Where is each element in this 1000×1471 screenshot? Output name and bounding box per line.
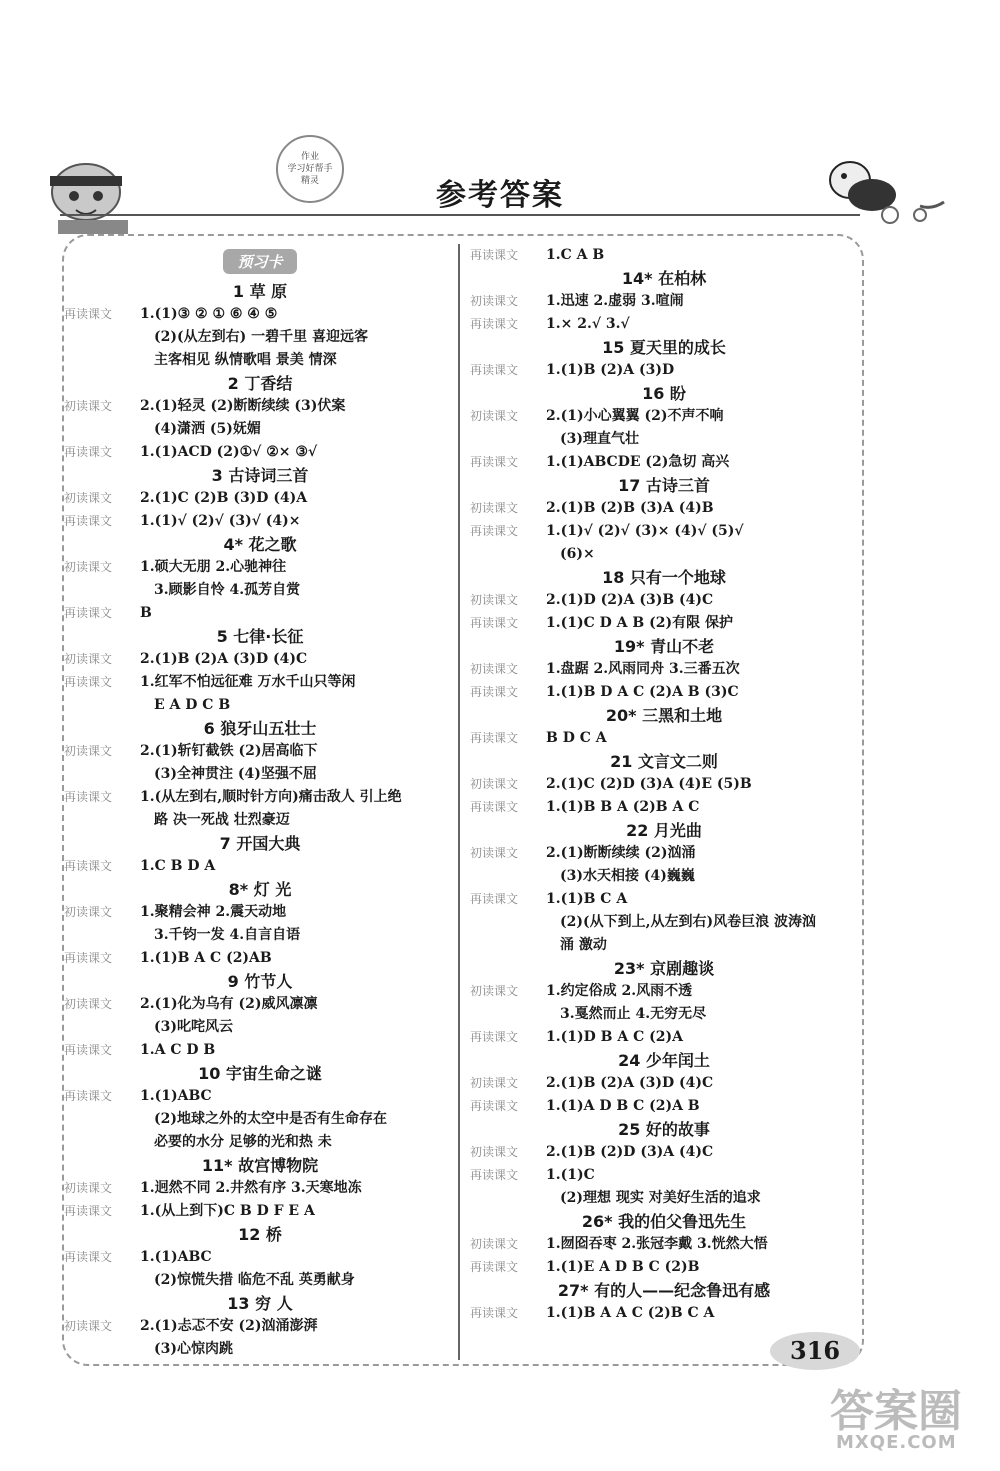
answer-row	[470, 658, 858, 681]
answer-row	[470, 497, 858, 520]
reading-tag: 再读课文	[470, 455, 519, 469]
answer-text: 1.红军不怕远征难 万水千山只等闲	[140, 674, 356, 690]
lesson-title: 6 狼牙山五壮士	[203, 719, 317, 738]
watermark-url: MXQE.COM	[836, 1432, 957, 1453]
answer-text: (3)理直气壮	[560, 431, 639, 447]
reading-tag: 再读课文	[64, 790, 113, 804]
answer-row	[64, 1246, 456, 1269]
right-column	[470, 244, 858, 1325]
reading-tag: 初读课文	[470, 984, 519, 998]
lesson-title: 27* 有的人——纪念鲁迅有感	[557, 1281, 771, 1300]
lesson-title: 24 少年闰土	[618, 1051, 710, 1070]
answer-text: 1.(1)B (2)A (3)D	[546, 362, 675, 378]
answer-text: 1.聚精会神 2.震天动地	[140, 904, 287, 920]
answer-text: 1.(1)C	[546, 1167, 595, 1183]
reading-tag: 初读课文	[470, 294, 519, 308]
reading-tag: 再读课文	[470, 616, 519, 630]
answer-text: 2.(1)D (2)A (3)B (4)C	[546, 592, 714, 608]
answer-text: 1.(1)ABCDE (2)急切 高兴	[546, 454, 730, 470]
answer-text: 2.(1)B (2)A (3)D (4)C	[546, 1075, 714, 1091]
answer-row	[470, 796, 858, 819]
answer-text: B D C A	[546, 730, 607, 746]
reading-tag: 再读课文	[470, 1260, 519, 1274]
reading-tag: 再读课文	[64, 1043, 113, 1057]
answer-row	[470, 727, 858, 750]
reading-tag: 再读课文	[64, 1089, 113, 1103]
reading-tag: 再读课文	[64, 859, 113, 873]
answer-text: 1.(1)③ ② ① ⑥ ④ ⑤	[140, 306, 278, 322]
answer-text: 1.(1)E A D B C (2)B	[546, 1259, 700, 1275]
answer-row	[64, 786, 456, 809]
answer-row	[470, 313, 858, 336]
reading-tag: 再读课文	[470, 1030, 519, 1044]
answer-text: (3)叱咤风云	[154, 1019, 233, 1035]
answer-text: 2.(1)轻灵 (2)断断续续 (3)伏案	[140, 398, 346, 414]
answer-row	[470, 1164, 858, 1187]
reading-tag: 初读课文	[64, 491, 113, 505]
answer-row	[470, 1187, 858, 1210]
answer-row	[64, 947, 456, 970]
answer-text: 2.(1)B (2)B (3)A (4)B	[546, 500, 714, 516]
answer-text: (2)惊慌失措 临危不乱 英勇献身	[154, 1272, 355, 1288]
answer-row	[64, 556, 456, 579]
answer-row	[64, 1315, 456, 1338]
answer-row	[64, 487, 456, 510]
answer-row	[64, 1039, 456, 1062]
reading-tag: 初读课文	[470, 846, 519, 860]
answer-text: 1.(从左到右,顺时针方向)痛击敌人 引上绝	[140, 789, 402, 805]
header-ornament-line	[60, 205, 960, 225]
answer-row	[470, 980, 858, 1003]
answer-text: 1.硕大无朋 2.心驰神往	[140, 559, 287, 575]
reading-tag: 再读课文	[470, 317, 519, 331]
answer-row	[64, 1108, 456, 1131]
answer-text: 1.(1)A D B C (2)A B	[546, 1098, 700, 1114]
answer-row	[470, 934, 858, 957]
answer-row	[470, 290, 858, 313]
answer-row	[64, 1085, 456, 1108]
answer-row	[64, 395, 456, 418]
answer-text: 1.(1)√ (2)√ (3)√ (4)×	[140, 513, 301, 529]
answer-row	[64, 510, 456, 533]
lesson-title: 11* 故宫博物院	[201, 1156, 319, 1175]
answer-row	[470, 359, 858, 382]
answer-text: 1.(1)√ (2)√ (3)× (4)√ (5)√	[546, 523, 744, 539]
answer-row	[470, 888, 858, 911]
answer-row	[64, 1177, 456, 1200]
answer-row	[470, 1003, 858, 1026]
answer-text: 2.(1)断断续续 (2)汹涌	[546, 845, 696, 861]
reading-tag: 初读课文	[64, 560, 113, 574]
answer-row	[470, 773, 858, 796]
answer-text: 2.(1)忐忑不安 (2)汹涌澎湃	[140, 1318, 318, 1334]
answer-row	[470, 520, 858, 543]
lesson-title: 20* 三黑和土地	[605, 706, 723, 725]
answer-text: (3)水天相接 (4)巍巍	[560, 868, 695, 884]
answer-text: 1.(1)ABC	[140, 1088, 212, 1104]
answer-row	[470, 1233, 858, 1256]
lesson-title: 18 只有一个地球	[602, 568, 726, 587]
answer-text: (2)地球之外的太空中是否有生命存在	[154, 1111, 387, 1127]
answer-row	[470, 244, 858, 267]
answer-row	[470, 543, 858, 566]
reading-tag: 初读课文	[64, 1319, 113, 1333]
reading-tag: 再读课文	[64, 445, 113, 459]
reading-tag: 再读课文	[64, 675, 113, 689]
answer-text: 2.(1)小心翼翼 (2)不声不响	[546, 408, 724, 424]
reading-tag: 初读课文	[470, 1076, 519, 1090]
reading-tag: 初读课文	[470, 501, 519, 515]
answer-text: (2)理想 现实 对美好生活的追求	[560, 1190, 761, 1206]
answer-text: 1.盘踞 2.风雨同舟 3.三番五次	[546, 661, 740, 677]
reading-tag: 再读课文	[64, 951, 113, 965]
answer-text: 1.(1)D B A C (2)A	[546, 1029, 683, 1045]
lesson-title: 3 古诗词三首	[211, 466, 309, 485]
reading-tag: 初读课文	[64, 652, 113, 666]
answer-row	[64, 1269, 456, 1292]
answer-row	[470, 1141, 858, 1164]
answer-text: 1.约定俗成 2.风雨不透	[546, 983, 693, 999]
watermark-logo: 答案圈	[830, 1386, 962, 1437]
answer-text: 1.迅速 2.虚弱 3.喧闹	[546, 293, 684, 309]
answer-row	[64, 763, 456, 786]
lesson-title: 15 夏天里的成长	[602, 338, 726, 357]
lesson-title: 23* 京剧趣谈	[613, 959, 715, 978]
answer-row	[64, 648, 456, 671]
reading-tag: 初读课文	[64, 399, 113, 413]
reading-tag: 再读课文	[64, 514, 113, 528]
reading-tag: 再读课文	[64, 606, 113, 620]
lesson-title: 2 丁香结	[227, 374, 293, 393]
answer-row	[470, 1026, 858, 1049]
answer-text: 1.(1)B C A	[546, 891, 628, 907]
lesson-title: 25 好的故事	[618, 1120, 710, 1139]
answer-text: B	[140, 605, 152, 621]
lesson-title: 7 开国大典	[219, 834, 301, 853]
answer-row	[64, 993, 456, 1016]
answer-text: 2.(1)化为乌有 (2)威风凛凛	[140, 996, 318, 1012]
reading-tag: 初读课文	[64, 997, 113, 1011]
answer-row	[64, 441, 456, 464]
answer-row	[470, 589, 858, 612]
page-number: 316	[790, 1336, 841, 1365]
answer-text: 1.(从上到下)C B D F E A	[140, 1203, 315, 1219]
lesson-title: 12 桥	[238, 1225, 282, 1244]
answer-text: 1.迥然不同 2.井然有序 3.天寒地冻	[140, 1180, 362, 1196]
answer-row	[64, 1016, 456, 1039]
answer-text: (6)×	[560, 546, 595, 562]
reading-tag: 再读课文	[470, 1099, 519, 1113]
answer-text: 必要的水分 足够的光和热 未	[154, 1134, 332, 1150]
answer-row	[470, 842, 858, 865]
lesson-title: 4* 花之歌	[223, 535, 297, 554]
answer-text: 主客相见 纵情歌唱 景美 情深	[154, 352, 337, 368]
answer-text: 2.(1)B (2)A (3)D (4)C	[140, 651, 308, 667]
answer-row	[64, 602, 456, 625]
answer-text: 1.(1)B B A (2)B A C	[546, 799, 700, 815]
answer-row	[470, 911, 858, 934]
answer-text: 1.C A B	[546, 247, 605, 263]
reading-tag: 再读课文	[470, 892, 519, 906]
answer-text: 1.(1)B A C (2)AB	[140, 950, 272, 966]
reading-tag: 再读课文	[64, 307, 113, 321]
answer-text: 3.戛然而止 4.无穷无尽	[560, 1006, 707, 1022]
answer-text: (2)(从左到右) 一碧千里 喜迎远客	[154, 329, 368, 345]
lesson-title: 22 月光曲	[626, 821, 702, 840]
answer-row	[470, 451, 858, 474]
page-title: 参考答案	[436, 178, 564, 213]
column-divider	[458, 244, 460, 1360]
answer-text: (2)(从下到上,从左到右)风卷巨浪 波涛汹	[560, 914, 816, 930]
left-column	[64, 244, 456, 1361]
answer-text: 1.(1)ABC	[140, 1249, 212, 1265]
reading-tag: 再读课文	[470, 363, 519, 377]
answer-row	[470, 1302, 858, 1325]
answer-text: 1.A C D B	[140, 1042, 216, 1058]
answer-text: E A D C B	[154, 697, 231, 713]
page-header	[0, 0, 1000, 240]
reading-tag: 初读课文	[470, 409, 519, 423]
lesson-title: 16 盼	[642, 384, 686, 403]
answer-row	[64, 326, 456, 349]
answer-row	[64, 418, 456, 441]
lesson-title: 26* 我的伯父鲁迅先生	[581, 1212, 747, 1231]
answer-text: 2.(1)B (2)D (3)A (4)C	[546, 1144, 714, 1160]
reading-tag: 再读课文	[470, 524, 519, 538]
answer-row	[470, 1256, 858, 1279]
answer-text: 3.千钧一发 4.自言自语	[154, 927, 301, 943]
answer-text: 1.C B D A	[140, 858, 216, 874]
answer-text: 路 决一死战 壮烈豪迈	[154, 812, 290, 828]
answer-text: 1.(1)ACD (2)①√ ②× ③√	[140, 444, 318, 460]
answer-text: 1.(1)B A A C (2)B C A	[546, 1305, 715, 1321]
lesson-title: 19* 青山不老	[613, 637, 715, 656]
answer-text: 2.(1)斩钉截铁 (2)居高临下	[140, 743, 318, 759]
answer-row	[64, 809, 456, 832]
section-label-text: 预习卡	[223, 249, 296, 274]
reading-tag: 再读课文	[470, 1306, 519, 1320]
badge-line: 精灵	[300, 176, 319, 186]
answer-row	[64, 855, 456, 878]
reading-tag: 初读课文	[64, 744, 113, 758]
answer-row	[470, 865, 858, 888]
reading-tag: 再读课文	[470, 685, 519, 699]
lesson-title: 9 竹节人	[227, 972, 293, 991]
answer-row	[64, 671, 456, 694]
answer-row	[470, 405, 858, 428]
answer-row	[470, 612, 858, 635]
badge-line: 作业	[300, 152, 319, 162]
answer-text: 2.(1)C (2)D (3)A (4)E (5)B	[546, 776, 752, 792]
answer-text: 涌 激动	[560, 937, 607, 953]
reading-tag: 初读课文	[470, 1237, 519, 1251]
answer-row	[64, 694, 456, 717]
answer-row	[470, 681, 858, 704]
reading-tag: 再读课文	[64, 1250, 113, 1264]
badge-line: 学习好帮手	[287, 164, 333, 174]
answer-text: 2.(1)C (2)B (3)D (4)A	[140, 490, 308, 506]
lesson-title: 14* 在柏林	[621, 269, 707, 288]
reading-tag: 再读课文	[470, 248, 519, 262]
reading-tag: 初读课文	[470, 662, 519, 676]
answer-text: (4)潇洒 (5)妩媚	[154, 421, 261, 437]
reading-tag: 初读课文	[470, 1145, 519, 1159]
answer-row	[64, 901, 456, 924]
answer-text: 3.顾影自怜 4.孤芳自赏	[154, 582, 301, 598]
reading-tag: 再读课文	[470, 1168, 519, 1182]
answer-row	[64, 303, 456, 326]
lesson-title: 17 古诗三首	[618, 476, 710, 495]
answer-row	[64, 1338, 456, 1361]
section-label	[64, 244, 456, 280]
reading-tag: 初读课文	[64, 905, 113, 919]
answer-text: 1.(1)C D A B (2)有限 保护	[546, 615, 733, 631]
lesson-title: 21 文言文二则	[610, 752, 718, 771]
lesson-title: 5 七律·长征	[216, 627, 304, 646]
answer-row	[64, 579, 456, 602]
lesson-title: 1 草 原	[232, 282, 288, 301]
answer-row	[64, 349, 456, 372]
answer-row	[64, 1200, 456, 1223]
lesson-title: 13 穷 人	[227, 1294, 293, 1313]
reading-tag: 初读课文	[470, 593, 519, 607]
answer-text: 1.× 2.√ 3.√	[546, 316, 630, 332]
answer-text: 1.(1)B D A C (2)A B (3)C	[546, 684, 739, 700]
answer-text: (3)心惊肉跳	[154, 1341, 233, 1357]
lesson-title: 8* 灯 光	[228, 880, 292, 899]
answer-row	[470, 1072, 858, 1095]
answer-row	[64, 740, 456, 763]
answer-text: (3)全神贯注 (4)坚强不屈	[154, 766, 317, 782]
answer-row	[470, 428, 858, 451]
answer-text: 1.囫囵吞枣 2.张冠李戴 3.恍然大悟	[546, 1236, 768, 1252]
lesson-title: 10 宇宙生命之谜	[198, 1064, 322, 1083]
reading-tag: 初读课文	[470, 777, 519, 791]
answer-row	[64, 924, 456, 947]
reading-tag: 再读课文	[470, 731, 519, 745]
reading-tag: 初读课文	[64, 1181, 113, 1195]
reading-tag: 再读课文	[470, 800, 519, 814]
answer-row	[64, 1131, 456, 1154]
reading-tag: 再读课文	[64, 1204, 113, 1218]
answer-row	[470, 1095, 858, 1118]
